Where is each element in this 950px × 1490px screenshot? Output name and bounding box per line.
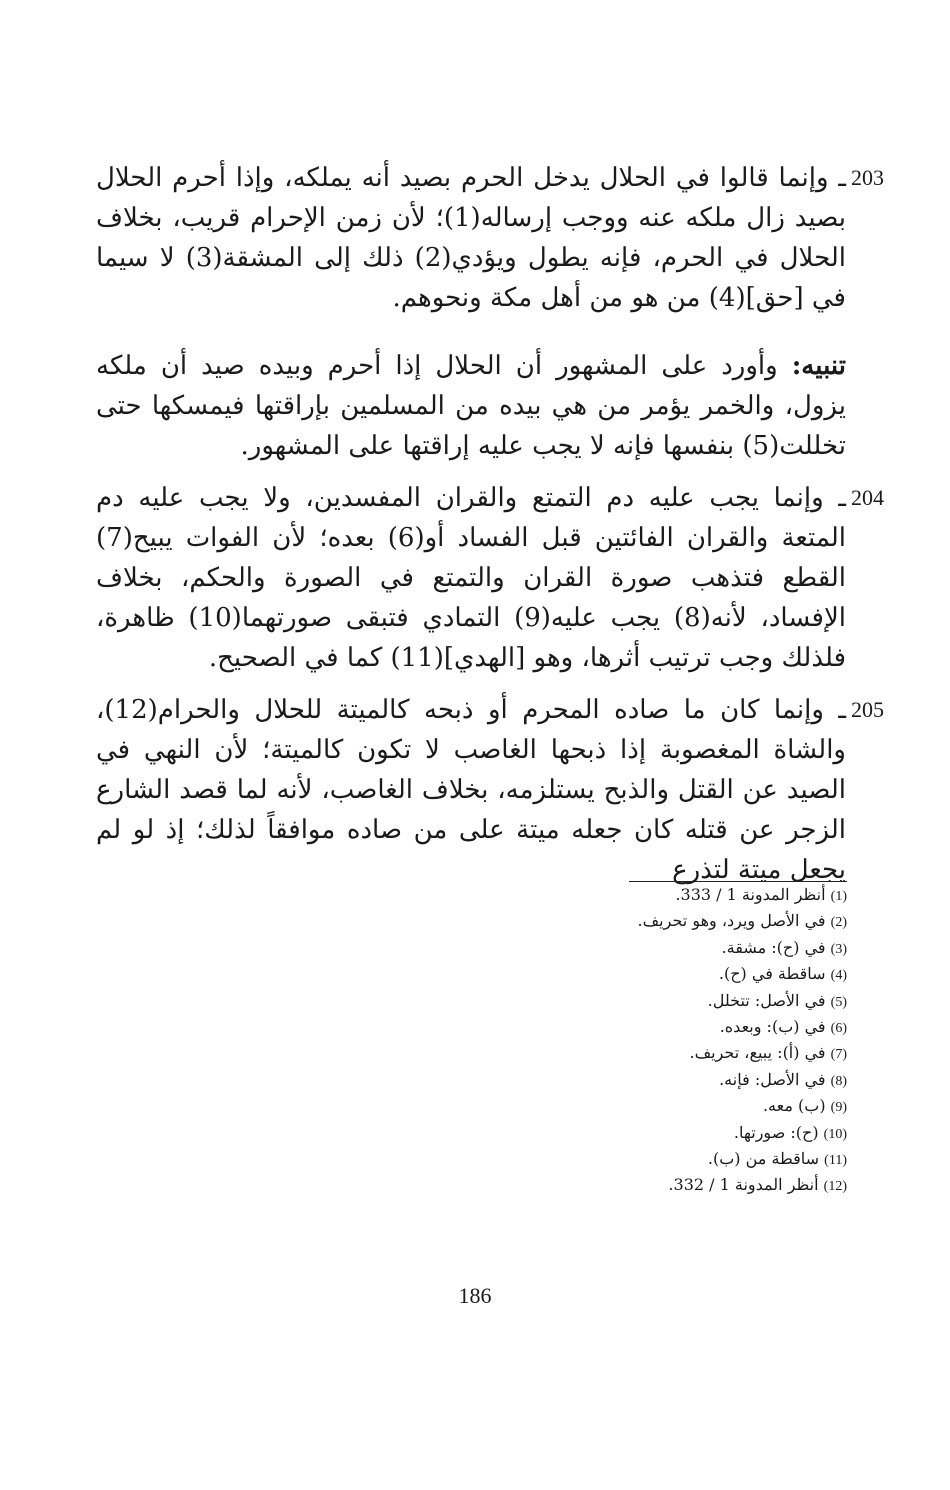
footnote-number: (6): [830, 1020, 847, 1036]
footnote: [487, 1040, 847, 1066]
paragraph-text: ـ وإنما قالوا في الحلال يدخل الحرم بصيد أنه يملكه، وإذا أحرم الحلال بصيد زال ملكه عنه ووجب إرساله(1)؛ لأن زمن الإحرام قريب، بخلاف الحلال في الحرم، فإنه يطول ويؤدي(2) ذلك إلى المشقة(3) لا سيما في [حق](4) من هو من أهل مكة ونحوهم.: [96, 163, 847, 313]
paragraph-number: 205: [851, 697, 884, 722]
footnote-number: (5): [830, 994, 847, 1010]
paragraph-number: 203: [851, 165, 884, 190]
footnote-text: في (ب): وبعده.: [719, 1016, 826, 1036]
footnote-number: (12): [823, 1179, 847, 1195]
footnote-text: ساقطة من (ب).: [707, 1148, 820, 1168]
footnote-number: (4): [830, 968, 847, 984]
footnote: [487, 908, 847, 934]
footnote: [487, 1067, 847, 1093]
footnote-text: في (ح): مشقة.: [721, 937, 826, 957]
note-text: وأورد على المشهور أن الحلال إذا أحرم وبيده صيد أن ملكه يزول، والخمر يؤمر من هي بيده من المسلمين بإراقتها فيمسكها حتى تخللت(5) بنفسها فإنه لا يجب عليه إراقتها على المشهور.: [96, 351, 846, 461]
page-number: 186: [458, 1283, 492, 1308]
footnote-text: أنظر المدونة 1 / 332.: [668, 1175, 819, 1195]
footnote-text: في (أ): يبيع، تحريف.: [689, 1043, 826, 1063]
footnote: [487, 961, 847, 987]
footnote: [487, 1120, 847, 1146]
paragraph-text: ـ وإنما يجب عليه دم التمتع والقران المفسدين، ولا يجب عليه دم المتعة والقران الفائتين قبل الفساد أو(6) بعده؛ لأن الفوات يبيح(7) القطع فتذهب صورة القران والتمتع في الصورة والحكم، بخلاف الإفساد، لأنه(8) يجب عليه(9) التمادي فتبقى صورتهما(10) ظاهرة، فلذلك وجب ترتيب أثرها، وهو [الهدي](11) كما في الصحيح.: [96, 483, 847, 673]
footnote-text: في الأصل: فإنه.: [719, 1069, 826, 1089]
footnote: [487, 1093, 847, 1119]
paragraph-number: 204: [851, 485, 884, 510]
footnote: [487, 1014, 847, 1040]
footnote: [487, 882, 847, 908]
footnote-number: (3): [830, 941, 847, 957]
paragraph-205: [96, 690, 884, 890]
paragraph-203: [96, 158, 884, 318]
footnote-text: (ب) معه.: [762, 1096, 826, 1116]
paragraph-text: ـ وإنما كان ما صاده المحرم أو ذبحه كالميتة للحلال والحرام(12)، والشاة المغصوبة إذا ذبحها الغاصب لا تكون كالميتة؛ لأن النهي في الصيد عن القتل والذبح يستلزمه، بخلاف الغاصب، لأنه لما قصد الشارع الزجر عن قتله كان جعله ميتة على من صاده موافقاً لذلك؛ إذ لو لم يجعل ميتة لتذرع: [96, 695, 846, 885]
footnote: [487, 1172, 847, 1198]
footnote-text: في الأصل ويرد، وهو تحريف.: [637, 911, 826, 931]
note-label: تنبيه:: [791, 351, 847, 381]
footnote-number: (10): [823, 1126, 847, 1142]
footnote: [487, 935, 847, 961]
footnote-text: في الأصل: تتخلل.: [707, 990, 826, 1010]
note-paragraph: [96, 346, 846, 466]
footnote: [487, 988, 847, 1014]
footnote-number: (2): [830, 915, 847, 931]
footnote-text: أنظر المدونة 1 / 333.: [675, 885, 826, 904]
footnote-number: (11): [824, 1152, 847, 1168]
footnote-number: (9): [830, 1100, 847, 1116]
footnote-number: (8): [830, 1073, 847, 1089]
footnote: [487, 1146, 847, 1172]
footnote-number: (1): [830, 889, 847, 904]
footnote-text: ساقطة في (ح).: [718, 964, 826, 984]
footnotes: [487, 882, 847, 1199]
footnote-number: (7): [830, 1047, 847, 1063]
paragraph-204: [96, 478, 884, 678]
footnote-text: (ح): صورتها.: [733, 1122, 819, 1142]
